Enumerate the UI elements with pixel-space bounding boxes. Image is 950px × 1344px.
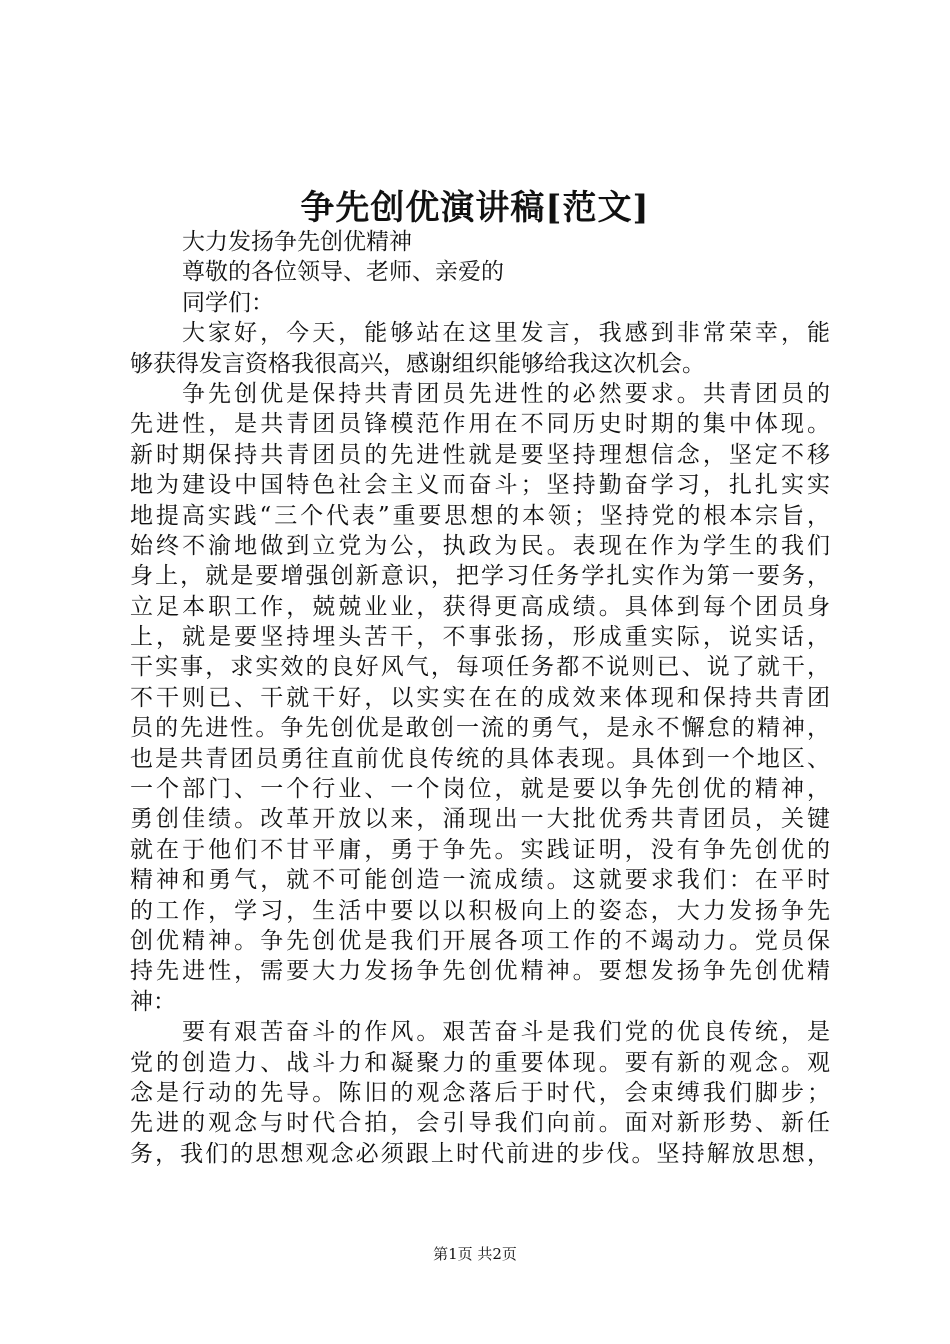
paragraph-line: 要有艰苦奋斗的作风。艰苦奋斗是我们党的优良传统，是 — [182, 1019, 830, 1046]
paragraph-line: 始终不渝地做到立党为公，执政为民。表现在作为学生的我们 — [130, 532, 830, 559]
paragraph-line: 上，就是要坚持埋头苦干，不事张扬，形成重实际，说实话， — [130, 624, 830, 651]
paragraph-line: 不干则已、干就干好，以实实在在的成效来体现和保持共青团 — [130, 684, 830, 711]
paragraph-line: 神： — [130, 988, 176, 1015]
paragraph-line: 的工作，学习，生活中要以以积极向上的姿态，大力发扬争先 — [130, 897, 830, 924]
subtitle-line: 大力发扬争先创优精神 — [182, 229, 412, 255]
paragraph-line: 也是共青团员勇往直前优良传统的具体表现。具体到一个地区、 — [130, 745, 830, 772]
paragraph-line: 新时期保持共青团员的先进性就是要坚持理想信念，坚定不移 — [130, 441, 830, 468]
paragraph-line: 党的创造力、战斗力和凝聚力的重要体现。要有新的观念。观 — [130, 1049, 830, 1076]
salutation-line: 同学们： — [182, 289, 274, 316]
paragraph-line: 务，我们的思想观念必须跟上时代前进的步伐。坚持解放思想， — [130, 1140, 830, 1167]
document-title: 争先创优演讲稿[范文] — [300, 188, 650, 228]
paragraph-line: 一个部门、一个行业、一个岗位，就是要以争先创优的精神， — [130, 776, 830, 803]
salutation-line: 尊敬的各位领导、老师、亲爱的 — [182, 259, 504, 286]
paragraph-line: 地提高实践“三个代表”重要思想的本领；坚持党的根本宗旨， — [130, 502, 830, 529]
paragraph-line: 争先创优是保持共青团员先进性的必然要求。共青团员的 — [182, 380, 830, 407]
paragraph-line: 员的先进性。争先创优是敢创一流的勇气，是永不懈怠的精神， — [130, 715, 830, 742]
paragraph-line: 持先进性，需要大力发扬争先创优精神。要想发扬争先创优精 — [130, 958, 830, 985]
page-footer: 第1页 共2页 — [433, 1245, 517, 1263]
paragraph-line: 精神和勇气，就不可能创造一流成绩。这就要求我们：在平时 — [130, 867, 830, 894]
paragraph-line: 先进的观念与时代合拍，会引导我们向前。面对新形势、新任 — [130, 1110, 830, 1137]
paragraph-line: 先进性，是共青团员锋模范作用在不同历史时期的集中体现。 — [130, 411, 830, 438]
paragraph-line: 勇创佳绩。改革开放以来，涌现出一大批优秀共青团员，关键 — [130, 806, 830, 833]
paragraph-line: 大家好，今天，能够站在这里发言，我感到非常荣幸，能 — [182, 320, 830, 347]
paragraph-line: 创优精神。争先创优是我们开展各项工作的不竭动力。党员保 — [130, 927, 830, 954]
paragraph-line: 干实事，求实效的良好风气，每项任务都不说则已、说了就干， — [130, 654, 830, 681]
paragraph-line: 念是行动的先导。陈旧的观念落后于时代，会束缚我们脚步； — [130, 1079, 830, 1106]
paragraph-line: 够获得发言资格我很高兴，感谢组织能够给我这次机会。 — [130, 350, 705, 377]
paragraph-line: 地为建设中国特色社会主义而奋斗；坚持勤奋学习，扎扎实实 — [130, 472, 830, 499]
paragraph-line: 立足本职工作，兢兢业业，获得更高成绩。具体到每个团员身 — [130, 593, 830, 620]
document-body — [130, 227, 830, 1169]
paragraph-line: 身上，就是要增强创新意识，把学习任务学扎实作为第一要务， — [130, 563, 830, 590]
paragraph-line: 就在于他们不甘平庸，勇于争先。实践证明，没有争先创优的 — [130, 836, 830, 863]
